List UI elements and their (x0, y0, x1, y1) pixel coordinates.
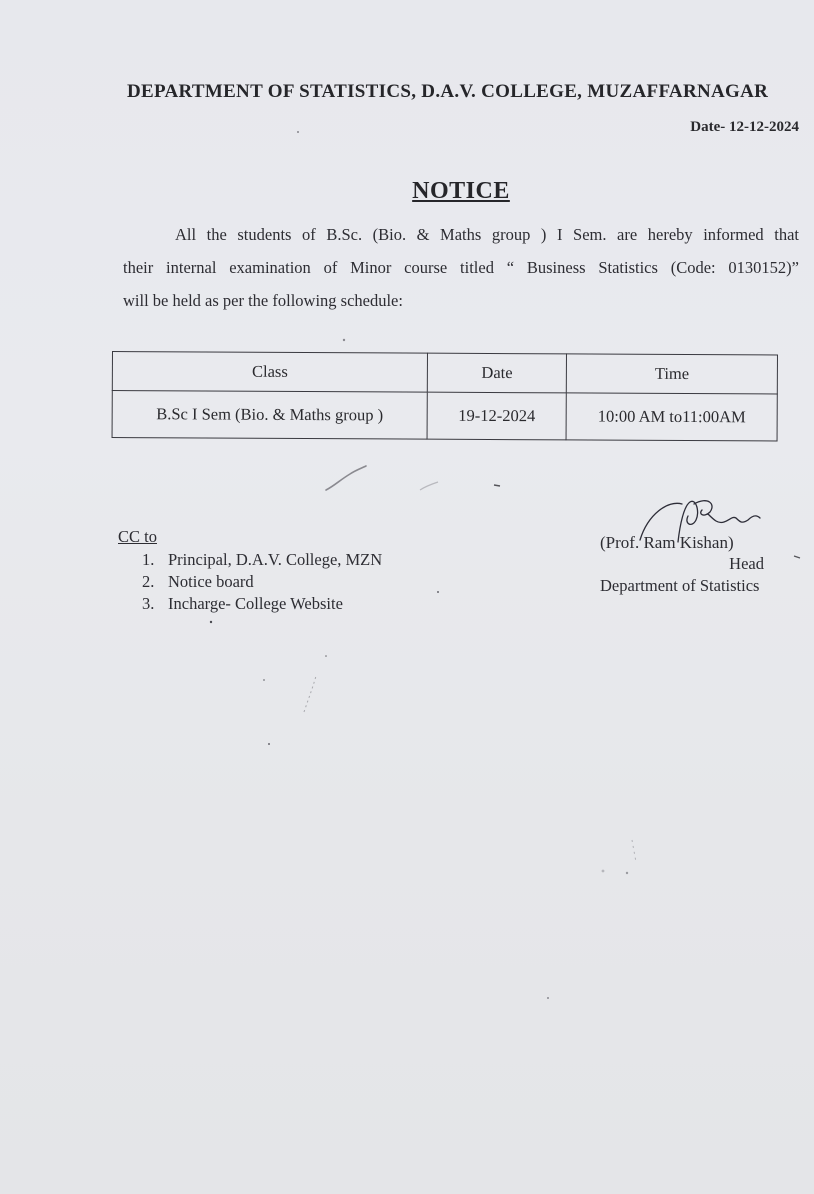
list-item (142, 593, 382, 615)
cc-list (118, 549, 382, 615)
list-item (142, 571, 382, 593)
notice-date: Date- 12-12-2024 (690, 119, 799, 135)
header-time: Time (566, 354, 777, 394)
list-item (142, 549, 382, 571)
list-item-number: 3. (142, 594, 155, 613)
notice-body-line: their internal examination of Minor course titled “ Business Statistics (Code: 0130152)” (123, 258, 799, 277)
notice-body-line: will be held as per the following schedule: (123, 291, 403, 310)
list-item-text: Incharge- College Website (168, 594, 343, 613)
cell-class: B.Sc I Sem (Bio. & Maths group ) (112, 391, 427, 440)
cell-date: 19-12-2024 (427, 392, 566, 440)
signatory-name: (Prof. Ram Kishan) (600, 533, 734, 552)
signatory-role: Head (729, 554, 764, 573)
cell-time: 10:00 AM to11:00AM (566, 393, 777, 441)
list-item-text: Notice board (168, 572, 254, 591)
list-item-number: 1. (142, 550, 155, 569)
department-header: DEPARTMENT OF STATISTICS, D.A.V. COLLEGE, MUZAFFARNAGAR (127, 81, 769, 102)
table-row (112, 391, 777, 441)
notice-body-line: All the students of B.Sc. (Bio. & Maths group ) I Sem. are hereby informed that (175, 225, 799, 244)
schedule-table (112, 351, 778, 441)
cc-block (118, 527, 382, 615)
list-item-number: 2. (142, 572, 155, 591)
header-date: Date (427, 353, 566, 393)
notice-title: NOTICE (412, 178, 510, 204)
header-class: Class (112, 352, 427, 393)
schedule-header-row (112, 352, 777, 394)
cc-title: CC to (118, 527, 157, 546)
notice-body (123, 218, 799, 317)
signatory-block (600, 533, 770, 597)
signatory-department: Department of Statistics (600, 576, 760, 595)
list-item-text: Principal, D.A.V. College, MZN (168, 550, 383, 569)
